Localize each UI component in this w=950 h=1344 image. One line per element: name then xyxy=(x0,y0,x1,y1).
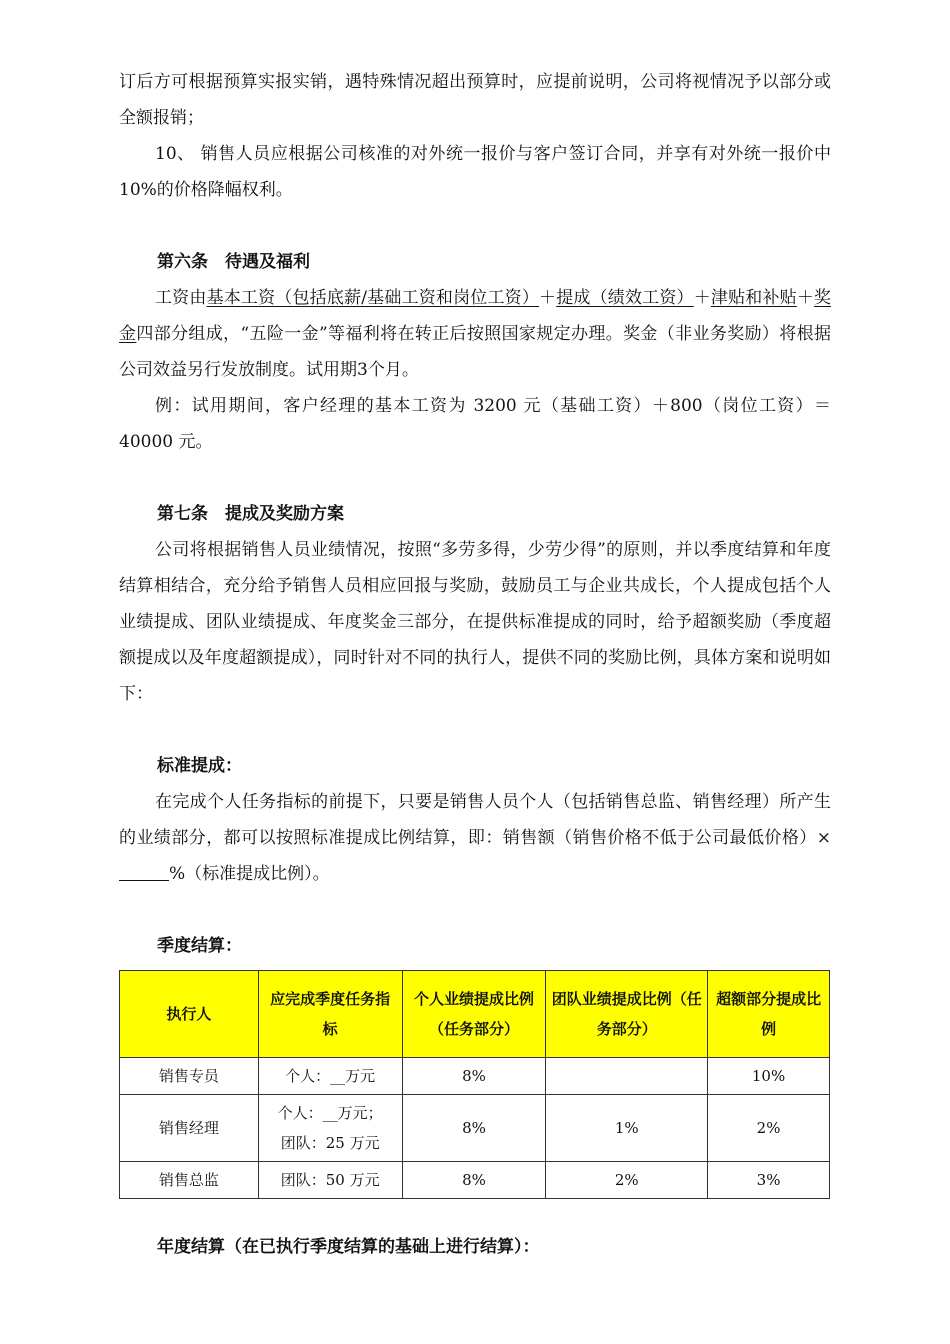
header-team-rate: 团队业绩提成比例（任务部分） xyxy=(546,971,708,1058)
header-excess-rate: 超额部分提成比例 xyxy=(708,971,830,1058)
quarterly-title: 季度结算： xyxy=(157,936,242,956)
cell-excess-rate: 2% xyxy=(708,1095,830,1162)
paragraph-price-discount: 10、 销售人员应根据公司核准的对外统一报价与客户签订合同，并享有对外统一报价中10%的价格降幅权利。 xyxy=(119,144,831,200)
header-executor: 执行人 xyxy=(120,971,259,1058)
cell-executor: 销售总监 xyxy=(120,1162,259,1199)
standard-commission-body xyxy=(119,784,831,892)
cell-target: 团队：50 万元 xyxy=(258,1162,402,1199)
plus-sign: ＋ xyxy=(539,288,557,308)
salary-prefix: 工资由 xyxy=(155,288,207,308)
table-row xyxy=(120,1162,830,1199)
paragraph-reimbursement: 订后方可根据预算实报实销，遇特殊情况超出预算时，应提前说明，公司将视情况予以部分或全额报销； xyxy=(119,72,831,128)
standard-body-before: 在完成个人任务指标的前提下，只要是销售人员个人（包括销售总监、销售经理）所产生的业绩部分，都可以按照标准提成比例结算，即：销售额（销售价格不低于公司最低价格）× xyxy=(119,792,831,848)
header-personal-rate: 个人业绩提成比例（任务部分） xyxy=(402,971,546,1058)
header-task-target: 应完成季度任务指标 xyxy=(258,971,402,1058)
blank-fill-line xyxy=(119,864,169,881)
cell-target: 个人：__万元； 团队：25 万元 xyxy=(258,1095,402,1162)
salary-base-text: 基本工资（包括底薪/基础工资和岗位工资） xyxy=(206,288,540,308)
salary-allowance-text: 津贴和补贴 xyxy=(710,288,797,308)
salary-bonus-text: 奖金 xyxy=(119,288,832,344)
plus-sign: ＋ xyxy=(796,288,815,308)
article6-title: 第六条 待遇及福利 xyxy=(157,252,310,272)
annual-title: 年度结算（在已执行季度结算的基础上进行结算）： xyxy=(157,1237,540,1257)
salary-commission-text: 提成（绩效工资） xyxy=(556,288,694,308)
document-page xyxy=(119,64,831,1265)
cell-team-rate: 1% xyxy=(546,1095,708,1162)
cell-excess-rate: 10% xyxy=(708,1058,830,1095)
table-row xyxy=(120,1058,830,1095)
cell-personal-rate: 8% xyxy=(402,1058,546,1095)
table-row xyxy=(120,1095,830,1162)
cell-team-rate: 2% xyxy=(546,1162,708,1199)
standard-body-after: %（标准提成比例）。 xyxy=(169,864,330,884)
article7-title: 第七条 提成及奖励方案 xyxy=(157,504,344,524)
article6-example: 例：试用期间，客户经理的基本工资为 3200 元（基础工资）＋800（岗位工资）＝40000 元。 xyxy=(119,396,831,452)
cell-executor: 销售经理 xyxy=(120,1095,259,1162)
cell-personal-rate: 8% xyxy=(402,1162,546,1199)
cell-team-rate xyxy=(546,1058,708,1095)
cell-executor: 销售专员 xyxy=(120,1058,259,1095)
cell-personal-rate: 8% xyxy=(402,1095,546,1162)
cell-target: 个人：__万元 xyxy=(258,1058,402,1095)
quarterly-table xyxy=(119,970,830,1199)
article6-salary-paragraph xyxy=(119,280,831,388)
article7-body: 公司将根据销售人员业绩情况，按照“多劳多得，少劳少得”的原则，并以季度结算和年度结算相结合，充分给予销售人员相应回报与奖励，鼓励员工与企业共成长，个人提成包括个人业绩提成、团队业绩提成、年度奖金三部分，在提供标准提成的同时，给予超额奖励（季度超额提成以及年度超额提成），同时针对不同的执行人，提供不同的奖励比例，具体方案和说明如下： xyxy=(119,540,831,704)
table-header-row xyxy=(120,971,830,1058)
cell-excess-rate: 3% xyxy=(708,1162,830,1199)
salary-suffix: 四部分组成，“五险一金”等福利将在转正后按照国家规定办理。奖金（非业务奖励）将根据公司效益另行发放制度。试用期3个月。 xyxy=(119,324,831,380)
standard-commission-title: 标准提成： xyxy=(157,756,242,776)
plus-sign: ＋ xyxy=(693,288,711,308)
